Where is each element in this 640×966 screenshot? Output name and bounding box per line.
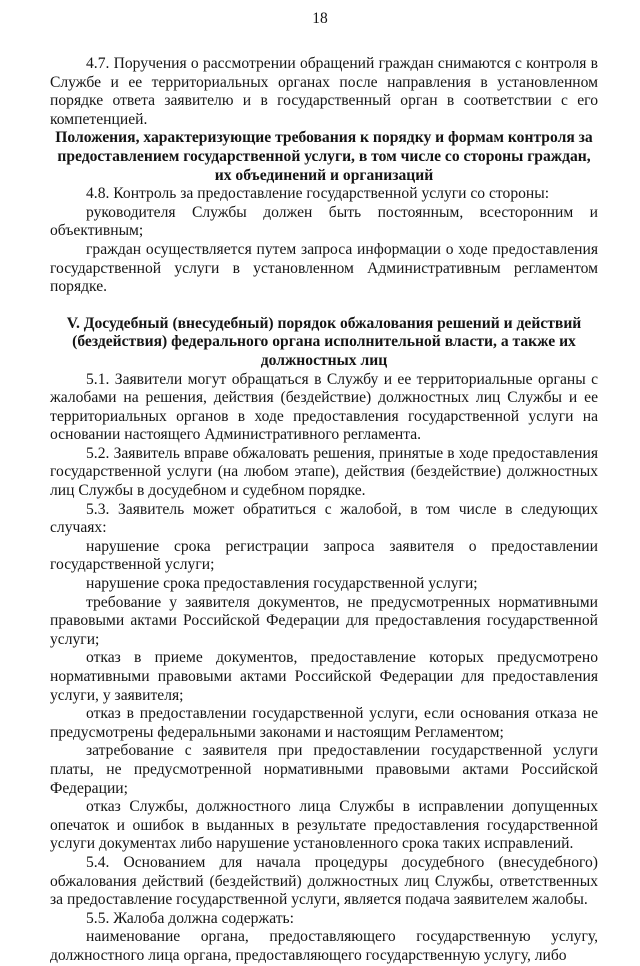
case-item: отказ в приеме документов, предоставление которых предусмотрено нормативными правовыми актами Российской Федерации для предоставления услуги, у заявителя; (50, 649, 598, 704)
case-item: требование у заявителя документов, не предусмотренных нормативными правовыми актами Российской Федерации для предоставления государственной услуги; (50, 593, 598, 648)
case-item: нарушение срока регистрации запроса заявителя о предоставлении государственной услуги; (50, 537, 598, 574)
case-item: отказ Службы, должностного лица Службы в исправлении допущенных опечаток и ошибок в выданных в результате предоставления государственной услуги документах либо нарушение установленного срока таких исправлений. (50, 798, 598, 853)
case-item: нарушение срока предоставления государственной услуги; (86, 575, 478, 593)
page-number: 18 (312, 10, 328, 27)
paragraph-5-5: 5.5. Жалоба должна содержать: (86, 909, 294, 927)
section-5-heading: V. Досудебный (внесудебный) порядок обжалования решений и действий (бездействия) федерального органа исполнительной власти, а также их должностных лиц (66, 314, 582, 369)
paragraph-5-5-name: наименование органа, предоставляющего государственную услугу, должностного лица органа, предоставляющего государственную услугу, либо (50, 928, 598, 964)
case-item: затребование с заявителя при предоставлении государственной услуги платы, не предусмотренной нормативными правовыми актами Российской Федерации; (50, 742, 598, 797)
paragraph-4-7: 4.7. Поручения о рассмотрении обращений граждан снимаются с контроля в Службе и ее территориальных органах после направления в установленном порядке ответа заявителю и в государственный орган в соответствии с его компетенцией. (50, 55, 598, 128)
paragraph-5-3: 5.3. Заявитель может обратиться с жалобой, в том числе в следующих случаях: (50, 500, 598, 537)
document-body (50, 55, 598, 966)
heading-control: Положения, характеризующие требования к порядку и формам контроля за предоставлением государственной услуги, в том числе со стороны граждан, их объединений и организаций (55, 129, 593, 184)
spacer (50, 297, 598, 315)
case-item: отказ в предоставлении государственной услуги, если основания отказа не предусмотрены федеральными законами и настоящим Регламентом; (50, 705, 598, 741)
paragraph-5-2: 5.2. Заявитель вправе обжаловать решения, принятые в ходе предоставления государственной услуги (на любом этапе), действия (бездействие) должностных лиц Службы в досудебном и судебном порядке. (50, 444, 598, 500)
paragraph-4-8: 4.8. Контроль за предоставление государственной услуги со стороны: (86, 185, 550, 203)
paragraph-5-4: 5.4. Основанием для начала процедуры досудебного (внесудебного) обжалования действий (бездействий) должностных лиц Службы, ответственных за предоставление государственной услуги, является подача заявителем жалобы. (50, 853, 598, 909)
paragraph-4-8-citizens: граждан осуществляется путем запроса информации о ходе предоставления государственной услуги в установленном Административным регламентом порядке. (50, 240, 598, 296)
paragraph-4-8-heads: руководителя Службы должен быть постоянным, всесторонним и объективным; (50, 203, 598, 240)
paragraph-5-1: 5.1. Заявители могут обращаться в Службу и ее территориальные органы с жалобами на решения, действия (бездействие) должностных лиц Службы и ее территориальных органов в ходе предоставления государственной услуги на основании настоящего Административного регламента. (50, 370, 598, 444)
